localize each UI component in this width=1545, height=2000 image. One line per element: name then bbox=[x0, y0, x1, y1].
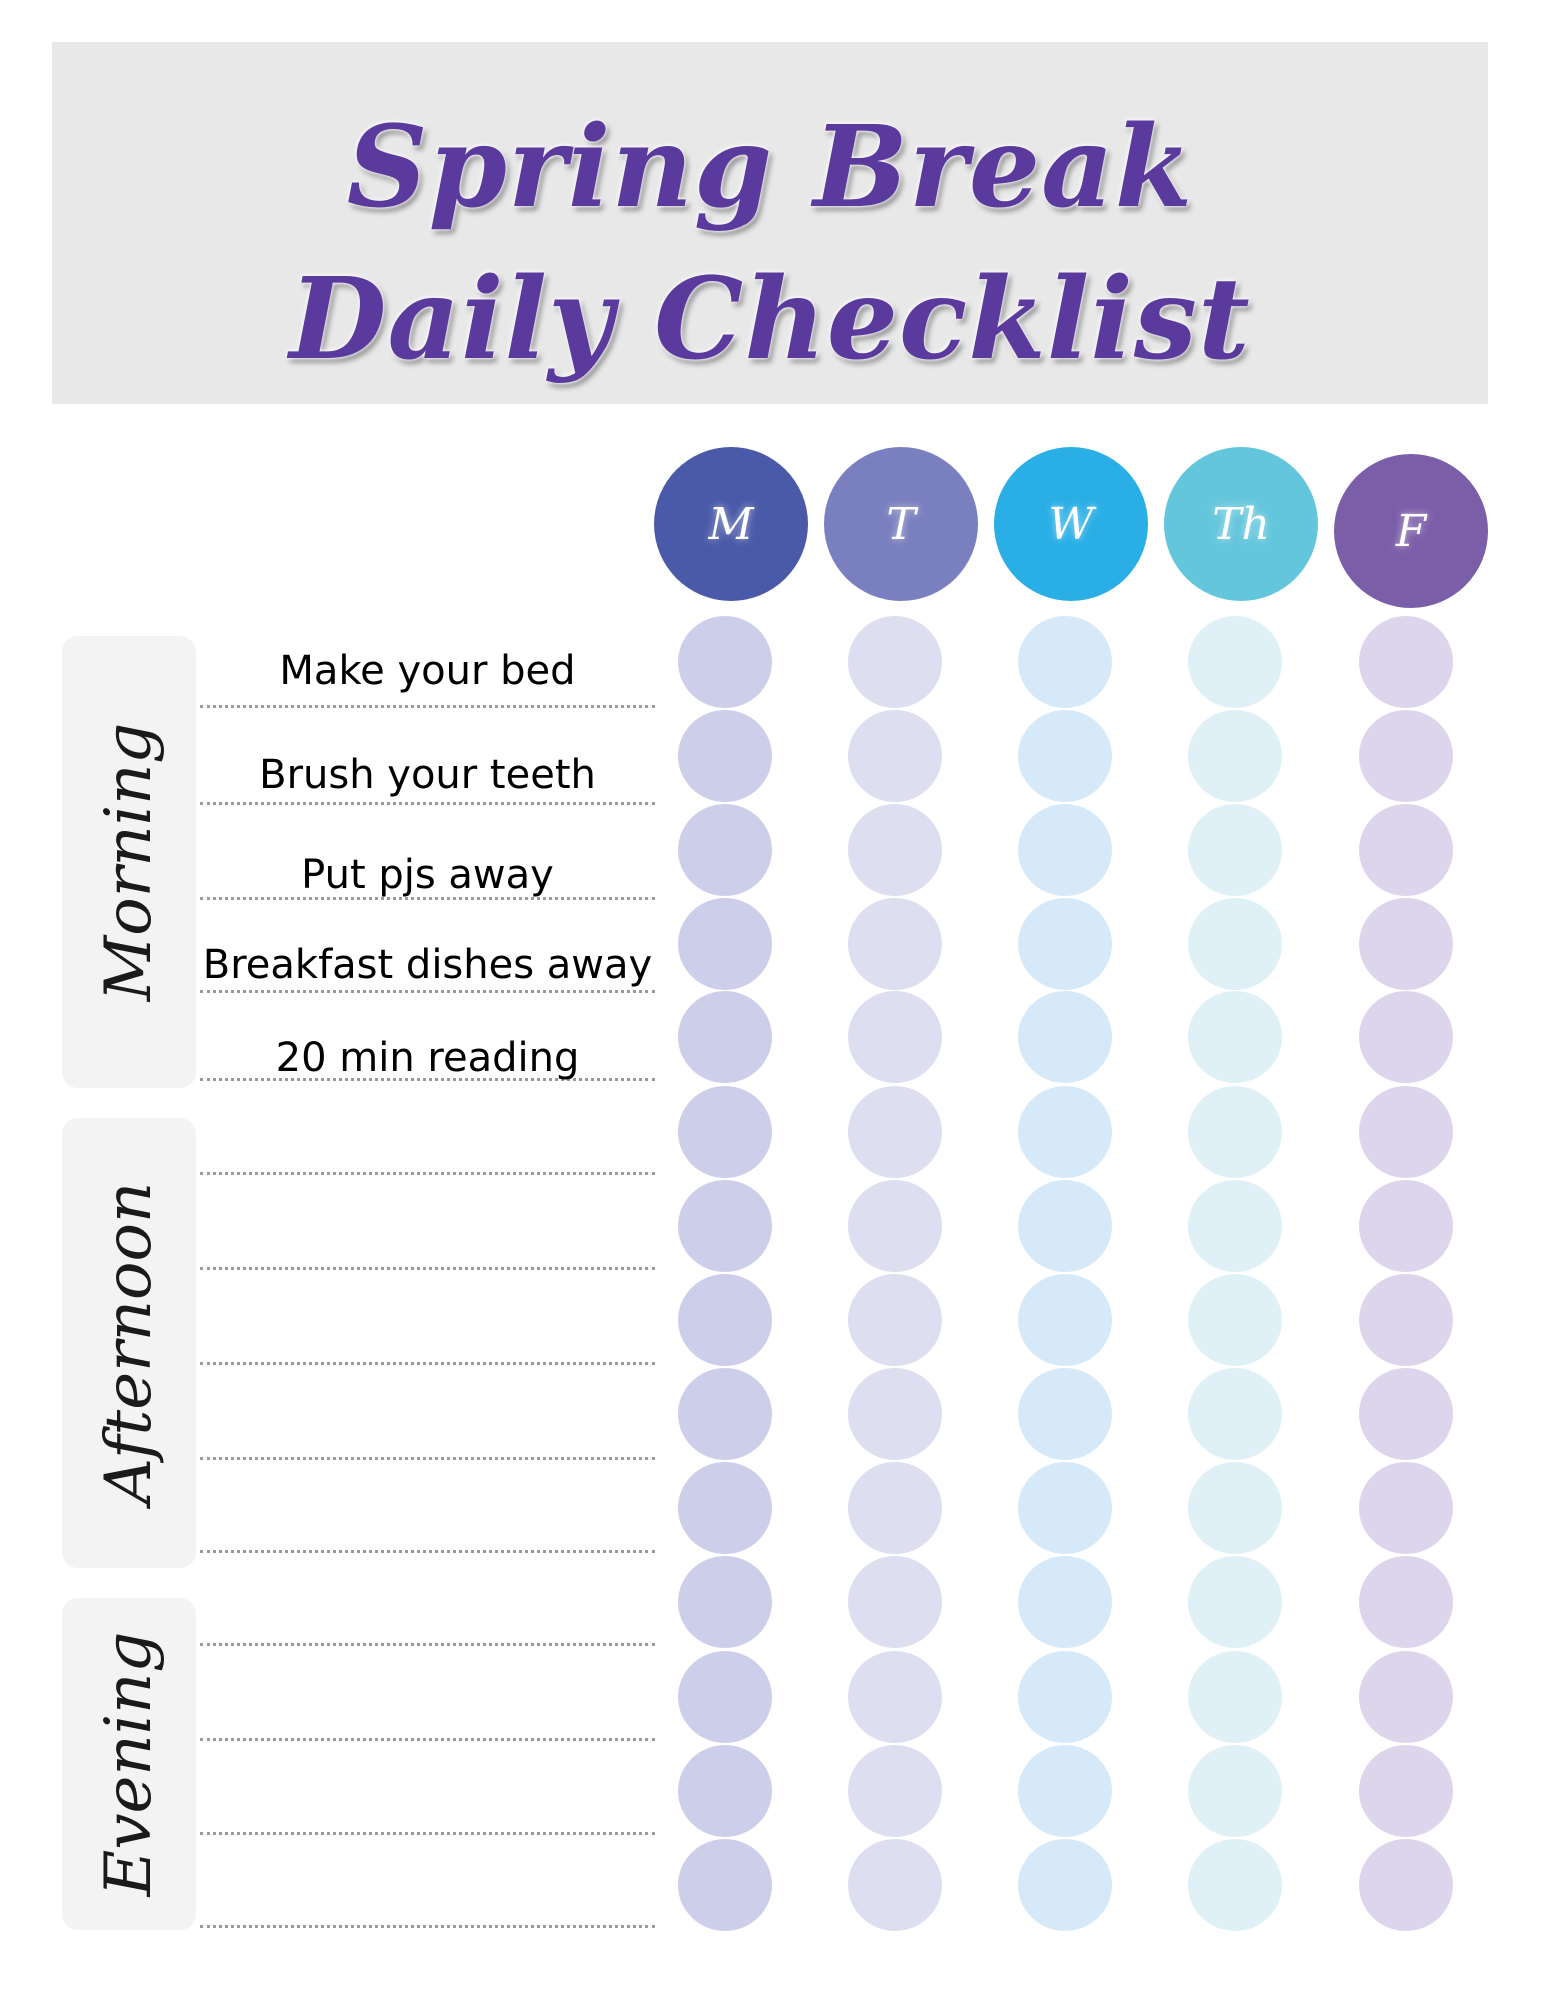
check-circle[interactable] bbox=[678, 1556, 772, 1648]
check-circle[interactable] bbox=[678, 1368, 772, 1460]
check-circle[interactable] bbox=[1018, 1745, 1112, 1837]
check-circle[interactable] bbox=[1188, 710, 1282, 802]
day-header-friday: F bbox=[1334, 454, 1488, 608]
task-line bbox=[200, 990, 655, 993]
check-circle[interactable] bbox=[848, 1839, 942, 1931]
check-circle[interactable] bbox=[848, 710, 942, 802]
task-line bbox=[200, 1738, 655, 1741]
check-circle[interactable] bbox=[848, 991, 942, 1083]
task-text: Make your bed bbox=[279, 648, 576, 694]
check-circle[interactable] bbox=[1359, 1462, 1453, 1554]
check-circle[interactable] bbox=[1018, 1368, 1112, 1460]
task-line bbox=[200, 1550, 655, 1553]
check-circle[interactable] bbox=[848, 1368, 942, 1460]
check-circle[interactable] bbox=[1359, 1651, 1453, 1743]
day-header-thursday: Th bbox=[1164, 447, 1318, 601]
check-circle[interactable] bbox=[678, 1086, 772, 1178]
check-circle[interactable] bbox=[1018, 1651, 1112, 1743]
check-circle[interactable] bbox=[1018, 804, 1112, 896]
check-circle[interactable] bbox=[1359, 898, 1453, 990]
check-circle[interactable] bbox=[1359, 991, 1453, 1083]
check-circle[interactable] bbox=[678, 1839, 772, 1931]
task-text: 20 min reading bbox=[275, 1035, 580, 1081]
check-circle[interactable] bbox=[678, 991, 772, 1083]
check-circle[interactable] bbox=[1188, 616, 1282, 708]
check-circle[interactable] bbox=[678, 1651, 772, 1743]
check-circle[interactable] bbox=[1188, 1462, 1282, 1554]
title-line-1: Spring Break bbox=[346, 102, 1194, 233]
section-morning bbox=[62, 636, 196, 1088]
check-circle[interactable] bbox=[848, 1556, 942, 1648]
check-circle[interactable] bbox=[848, 1745, 942, 1837]
title-line-2: Daily Checklist bbox=[289, 254, 1251, 385]
check-circle[interactable] bbox=[678, 1745, 772, 1837]
task-line bbox=[200, 802, 655, 805]
task-text: Put pjs away bbox=[301, 852, 554, 898]
check-circle[interactable] bbox=[1018, 1274, 1112, 1366]
check-circle[interactable] bbox=[1188, 1839, 1282, 1931]
task-text: Brush your teeth bbox=[259, 752, 596, 798]
task-line bbox=[200, 705, 655, 708]
check-circle[interactable] bbox=[1359, 710, 1453, 802]
check-circle[interactable] bbox=[1359, 1274, 1453, 1366]
check-circle[interactable] bbox=[1359, 1745, 1453, 1837]
check-circle[interactable] bbox=[1018, 1556, 1112, 1648]
check-circle[interactable] bbox=[1188, 1368, 1282, 1460]
title-banner bbox=[52, 42, 1488, 404]
day-header-tuesday: T bbox=[824, 447, 978, 601]
check-circle[interactable] bbox=[1018, 898, 1112, 990]
section-label-morning: Morning bbox=[92, 722, 166, 1002]
day-header-monday: M bbox=[654, 447, 808, 601]
check-circle[interactable] bbox=[678, 1180, 772, 1272]
task-line bbox=[200, 1643, 655, 1646]
check-circle[interactable] bbox=[1018, 1180, 1112, 1272]
section-label-evening: Evening bbox=[92, 1631, 166, 1897]
check-circle[interactable] bbox=[848, 1086, 942, 1178]
section-label-afternoon: Afternoon bbox=[92, 1181, 166, 1505]
check-circle[interactable] bbox=[848, 804, 942, 896]
task-text: Breakfast dishes away bbox=[202, 942, 653, 988]
task-line bbox=[200, 1172, 655, 1175]
check-circle[interactable] bbox=[1188, 1556, 1282, 1648]
task-line bbox=[200, 1267, 655, 1270]
check-circle[interactable] bbox=[1188, 1651, 1282, 1743]
check-circle[interactable] bbox=[1359, 1086, 1453, 1178]
check-circle[interactable] bbox=[1018, 991, 1112, 1083]
task-line bbox=[200, 1362, 655, 1365]
check-circle[interactable] bbox=[1359, 804, 1453, 896]
check-circle[interactable] bbox=[1188, 804, 1282, 896]
check-circle[interactable] bbox=[1359, 616, 1453, 708]
check-circle[interactable] bbox=[1018, 616, 1112, 708]
check-circle[interactable] bbox=[678, 1462, 772, 1554]
check-circle[interactable] bbox=[848, 1462, 942, 1554]
check-circle[interactable] bbox=[1359, 1180, 1453, 1272]
day-header-wednesday: W bbox=[994, 447, 1148, 601]
check-circle[interactable] bbox=[848, 616, 942, 708]
check-circle[interactable] bbox=[1018, 1086, 1112, 1178]
check-circle[interactable] bbox=[1188, 1274, 1282, 1366]
check-circle[interactable] bbox=[678, 616, 772, 708]
task-line bbox=[200, 1832, 655, 1835]
check-circle[interactable] bbox=[1188, 1086, 1282, 1178]
check-circle[interactable] bbox=[1188, 898, 1282, 990]
check-circle[interactable] bbox=[678, 710, 772, 802]
check-circle[interactable] bbox=[1359, 1556, 1453, 1648]
section-afternoon bbox=[62, 1118, 196, 1568]
check-circle[interactable] bbox=[1018, 1839, 1112, 1931]
check-circle[interactable] bbox=[678, 804, 772, 896]
check-circle[interactable] bbox=[678, 898, 772, 990]
check-circle[interactable] bbox=[1018, 1462, 1112, 1554]
check-circle[interactable] bbox=[1188, 991, 1282, 1083]
check-circle[interactable] bbox=[678, 1274, 772, 1366]
task-line bbox=[200, 1457, 655, 1460]
check-circle[interactable] bbox=[1188, 1180, 1282, 1272]
check-circle[interactable] bbox=[848, 1651, 942, 1743]
check-circle[interactable] bbox=[1018, 710, 1112, 802]
check-circle[interactable] bbox=[1359, 1368, 1453, 1460]
task-line bbox=[200, 1925, 655, 1928]
check-circle[interactable] bbox=[1188, 1745, 1282, 1837]
check-circle[interactable] bbox=[848, 1274, 942, 1366]
check-circle[interactable] bbox=[848, 1180, 942, 1272]
check-circle[interactable] bbox=[1359, 1839, 1453, 1931]
section-evening bbox=[62, 1598, 196, 1930]
check-circle[interactable] bbox=[848, 898, 942, 990]
